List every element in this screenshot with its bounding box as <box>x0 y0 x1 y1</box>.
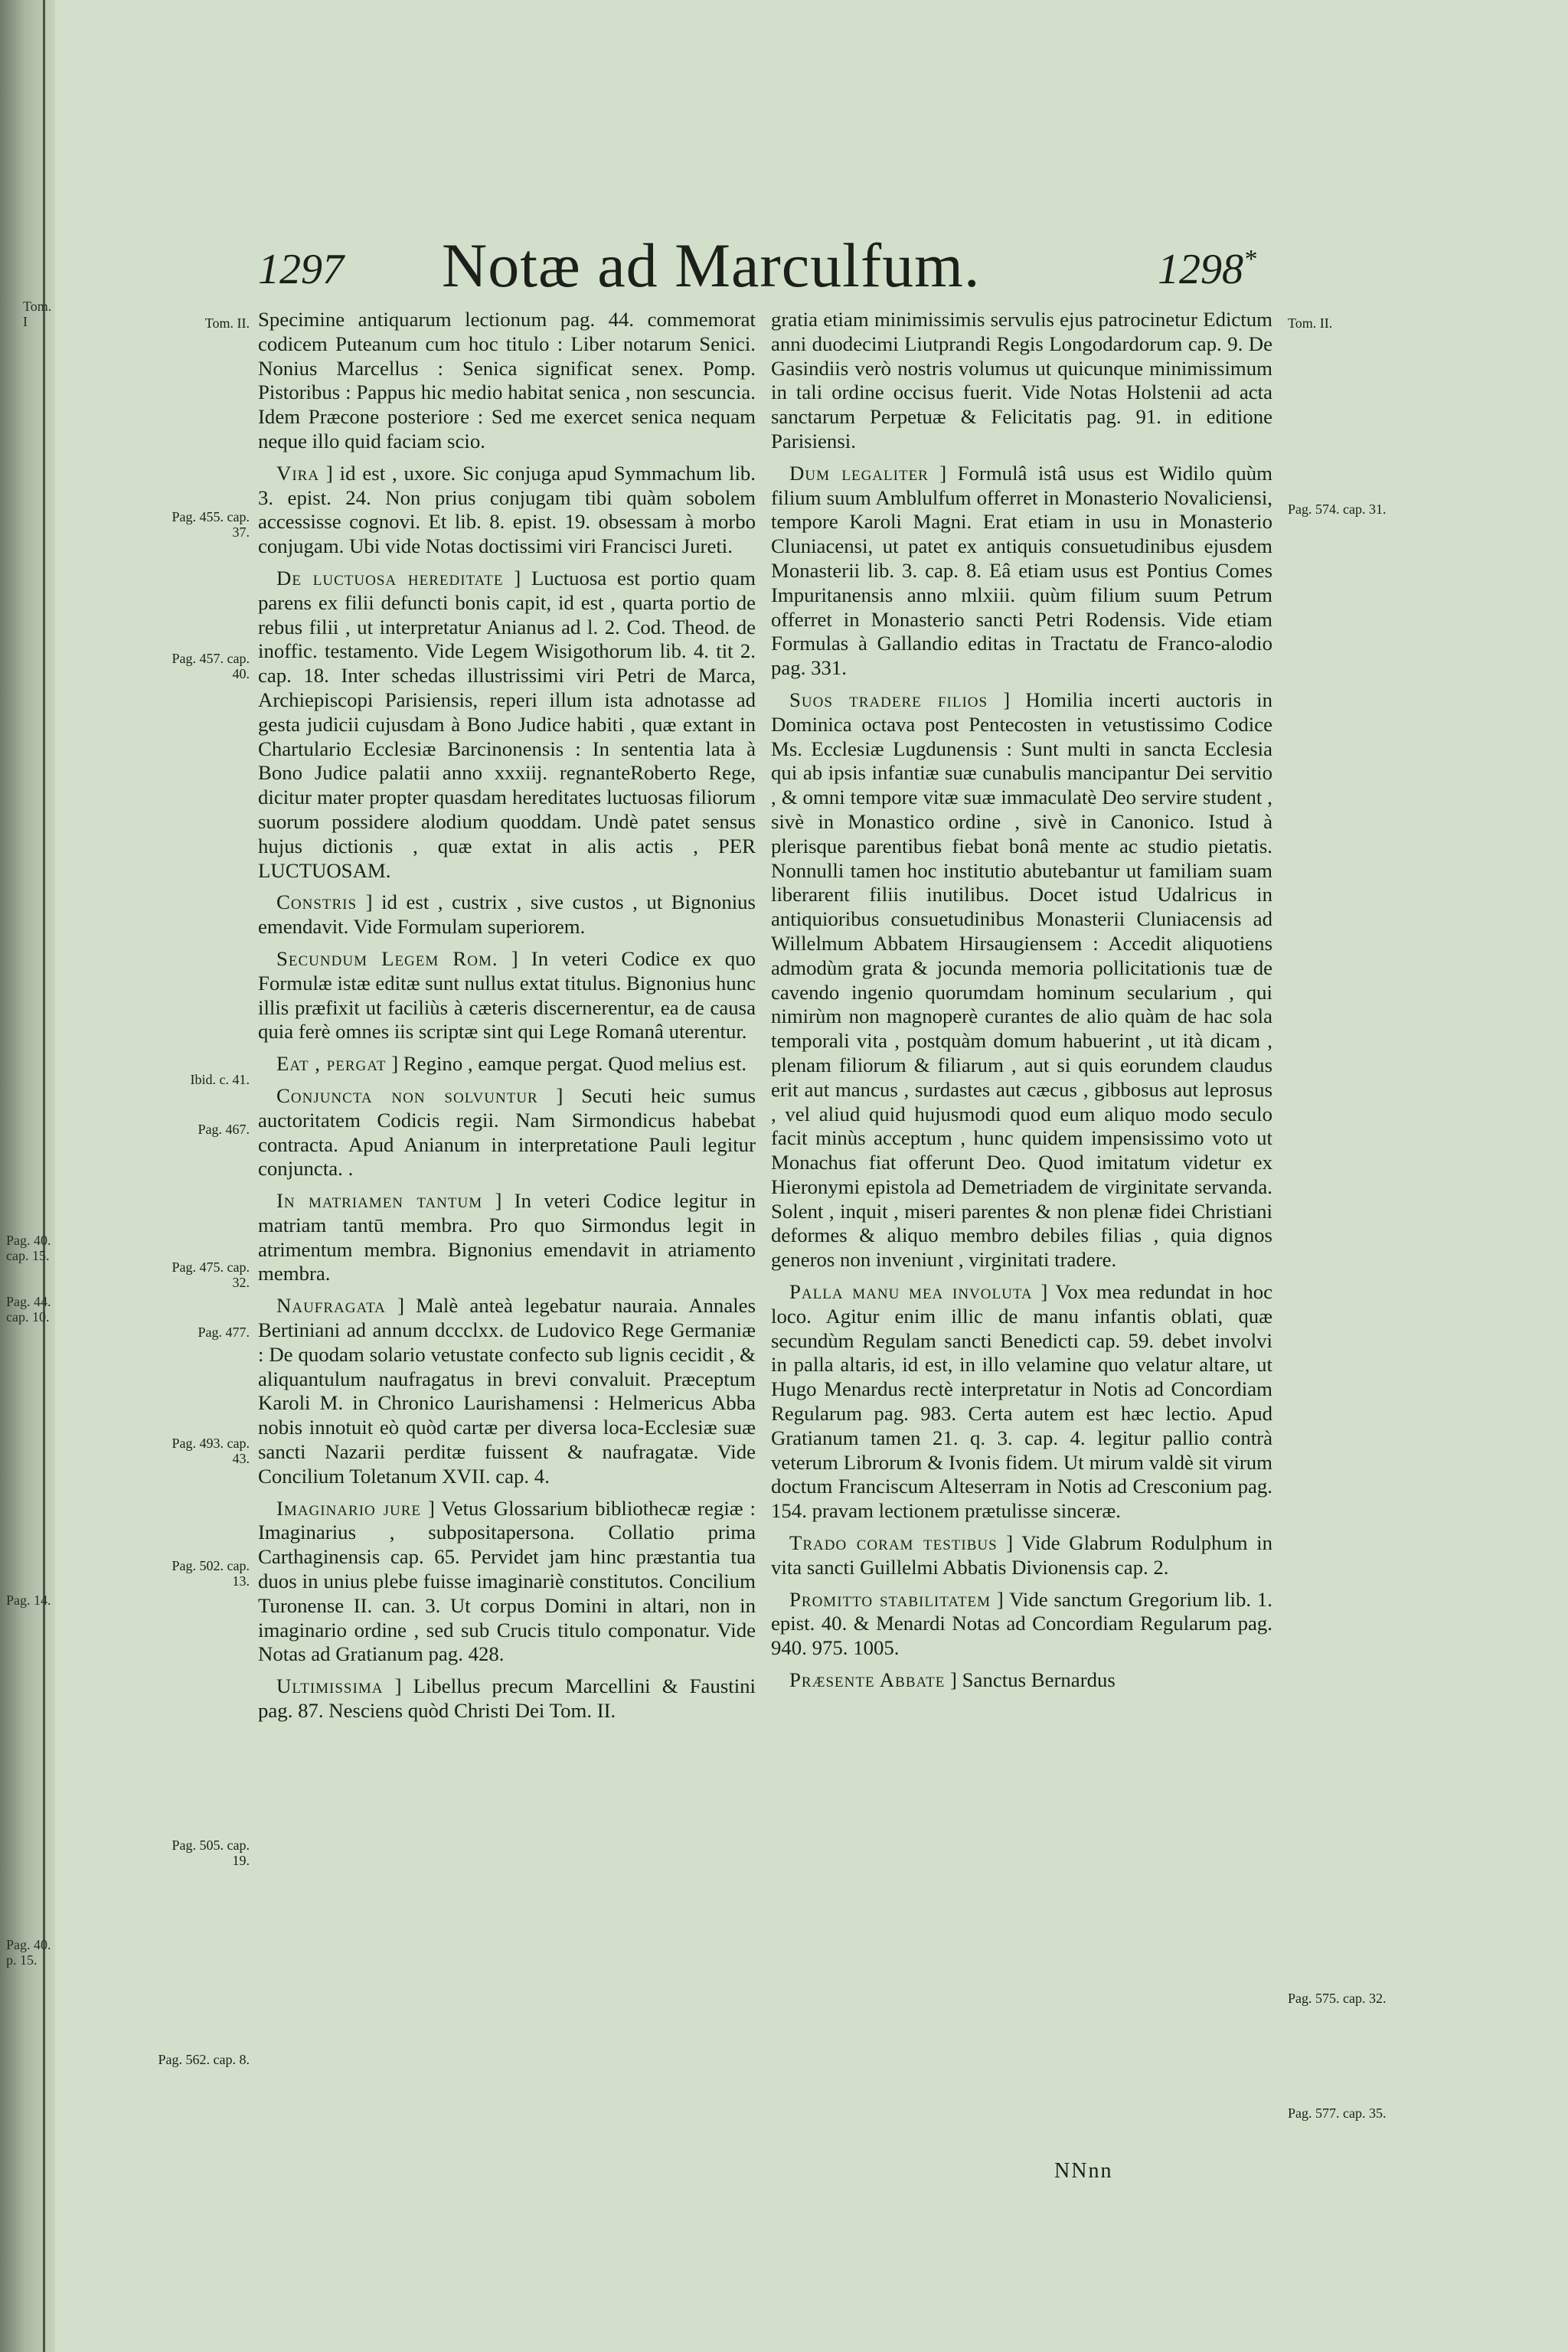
paragraph: Constris ] id est , custrix , sive custos , ut Bignonius emendavit. Vide Formulam superiorem. <box>258 890 756 939</box>
text-column-right <box>771 308 1272 1700</box>
margin-note: Pag. 505. cap. 19. <box>172 1838 250 1868</box>
lemma: In matriamen tantum <box>276 1189 483 1213</box>
paragraph: Conjuncta non solvuntur ] Secuti heic sumus auctoritatem Codicis regii. Nam Sirmondicus habebat contracta. Apud Anianum in interpretatione Pauli legitur conjuncta. . <box>258 1083 756 1181</box>
paragraph: Imaginario jure ] Vetus Glossarium bibliothecæ regiæ : Imaginarius , subpositapersona. Collatio prima Carthaginensis cap. 65. Pervidet jam hinc præstantia tua duos in unius plebe fuisse imaginariè constitutos. Concilium Turonense II. can. 3. Ut corpus Domini in altari, non in imaginario ordine , sed sub Crucis titulo componatur. Vide Notas ad Gratianum pag. 428. <box>258 1496 756 1666</box>
gutter-fragment: Pag. 40. cap. 15. <box>6 1233 51 1263</box>
margin-note: Pag. 574. cap. 31. <box>1288 501 1387 517</box>
paragraph: Secundum Legem Rom. ] In veteri Codice ex quo Formulæ istæ editæ sunt nullus extat titulus. Bignonius hunc illis præfixit ut faciliùs à cæteris discernerentur, ea de causa quia ferè omnes iis scriptæ sint qui Lege Romanâ uterentur. <box>258 946 756 1044</box>
lemma: Suos tradere filios <box>789 688 988 711</box>
gutter-shadow <box>43 0 45 2352</box>
margin-note: Pag. 575. cap. 32. <box>1288 1991 1387 2006</box>
margin-note: Pag. 493. cap. 43. <box>172 1436 250 1466</box>
paragraph: In matriamen tantum ] In veteri Codice legitur in matriam tantū membra. Pro quo Sirmondus legit in atrimentum membra. Bignonius emendavit in atriamento membra. <box>258 1189 756 1285</box>
page-header <box>55 230 1568 314</box>
paragraph: gratia etiam minimissimis servulis ejus patrocinetur Edictum anni duodecimi Liutprandi Regis Longodardorum cap. 9. De Gasindiis verò nostris volumus ut quicunque minimissimum in tali ordine occisus fuerit. Vide Notas Holstenii ad acta sanctarum Perpetuæ & Felicitatis pag. 91. in editione Parisiensi. <box>771 308 1272 452</box>
margin-note: Pag. 475. cap. 32. <box>172 1259 250 1290</box>
paragraph: Præsente Abbate ] Sanctus Bernardus <box>789 1668 1116 1692</box>
margin-note: Pag. 577. cap. 35. <box>1288 2105 1387 2121</box>
margin-note: Pag. 562. cap. 8. <box>158 2052 250 2067</box>
margin-note: Tom. II. <box>1288 315 1333 331</box>
paragraph: Promitto stabilitatem ] Vide sanctum Gregorium lib. 1. epist. 40. & Menardi Notas ad Concordiam Regularum pag. 940. 975. 1005. <box>771 1587 1272 1660</box>
gutter-fragment: Pag. 44. cap. 10. <box>6 1294 51 1325</box>
paragraph: Dum legaliter ] Formulâ istâ usus est Widilo quùm filium suum Amblulfum offerret in Monasterio Novaliciensi, tempore Karoli Magni. Erat etiam in usu in Monasterio Cluniacensi, ut patet ex antiquis consuetudinibus ejusdem Monasterii lib. 3. cap. 8. Eâ etiam usus est Pontius Comes Impuritanensis anno mlxiii. quùm filium suum Petrum offerret in Monasterio sancti Petri Rodensis. Vide etiam Formulas à Gallandio editas in Tractatu de Franco-alodio pag. 331. <box>771 461 1273 680</box>
paragraph: De luctuosa hereditate ] Luctuosa est portio quam parens ex filii defuncti bonis capit, id est , quarta portio de rebus filii , ut interpretatur Anianus ad l. 2. Cod. Theod. de inoffic. testamento. Vide Legem Wisigothorum lib. 4. tit 2. cap. 18. Inter schedas illustrissimi viri Petri de Marca, Archiepiscopi Parisiensis, reperi illum ista adnotasse ad gesta judicii cujusdam à Bono Judice habiti , quæ extant in Chartulario Ecclesiæ Barcinonensis : In sententia lata à Bono Judice palatii anno xxxiij. regnanteRoberto Rege, dicitur mater propter quasdam hereditates luctuosas filiorum suorum possidere alodium quoddam. Undè patet sensus hujus dictionis , quæ extat in alis actis , PER LUCTUOSAM. <box>258 566 756 882</box>
lemma: Palla manu mea involuta <box>789 1280 1033 1304</box>
margin-note: Pag. 467. <box>198 1122 250 1137</box>
margin-note: Pag. 455. cap. 37. <box>172 509 250 540</box>
margin-note: Pag. 502. cap. 13. <box>172 1558 250 1589</box>
lemma: Trado coram testibus <box>789 1531 998 1555</box>
gutter-fragment: Pag. 40. p. 15. <box>6 1937 51 1968</box>
lemma: Dum legaliter <box>789 461 929 485</box>
lemma: Eat , pergat <box>276 1052 387 1076</box>
gutter-fragment: Tom. I <box>23 299 52 329</box>
text-column-left <box>258 308 756 1731</box>
gutter-fragment: Pag. 14. <box>6 1592 51 1608</box>
lemma: Præsente Abbate <box>789 1668 946 1692</box>
paragraph: Vira ] id est , uxore. Sic conjuga apud Symmachum lib. 3. epist. 24. Non prius conjugam tibi quàm sobolem accessisse cognovi. Et lib. 8. epist. 19. obsessam à morbo conjugam. Ubi vide Notas doctissimi viri Francisci Jureti. <box>258 461 756 558</box>
lemma: Ultimissima <box>276 1674 384 1698</box>
margin-note: Ibid. c. 41. <box>190 1072 250 1087</box>
lemma: Secundum Legem Rom. <box>276 946 498 970</box>
paragraph: Specimine antiquarum lectionum pag. 44. commemorat codicem Puteanum cum hoc titulo : Liber notarum Senici. Nonius Marcellus : Senica significat senex. Pomp. Pistoribus : Pappus hic medio habitat senica , non sescuncia. Idem Præcone posteriore : Sed me exercet senica nequam neque illo quid faciam scio. <box>258 308 756 452</box>
page-number-right: 1298* <box>1158 245 1256 293</box>
paragraph: Suos tradere filios ] Homilia incerti auctoris in Dominica octava post Pentecosten in vetustissimo Codice Ms. Ecclesiæ Lugdunensis : Sunt multi in sancta Ecclesia qui ab ipsis infantiæ suæ cunabulis mancipantur Dei servitio , & omni tempore vitæ suæ immaculatè Deo servire student , sivè in Monastico ordine , sivè in Canonico. Istud à plerisque parentibus fiebat bonâ mente ac studio pietatis. Nonnulli tamen hoc institutio abutebantur ut familiam suam liberarent filiis inutilibus. Docet istud Udalricus in antiquioribus consuetudinibus Monasterii Cluniacensis ad Willelmum Abbatem Hirsaugiensem : Accedit aliquotiens admodùm grata & jocunda memoria pollicitationis tuæ de cavendo ingenio quorumdam hominum secularium , qui nimirùm non magnoperè curantes de alio quàm de hac sola temporali vita , postquàm domum habuerint , ut ità dicam , plenam filiorum & filiarum , aut si quis eorundem claudus erit aut mancus , surdastes aut cæcus , gibbosus aut leprosus , vel aliud quid hujusmodi quod eum aliquo modo seculo facit minùs acceptum , hunc quidem impensissimo voto ut Monachus fiat offerunt Deo. Quod imitatum videtur ex Hieronymi epistola ad Demetriadem de virginitate servanda. Solent , inquit , miseri parentes & non plenæ fidei Christiani deformes & aliquo membro debiles filias , quia dignos generos non inveniunt , virginitati tradere. <box>771 688 1272 1272</box>
paragraph: Palla manu mea involuta ] Vox mea redundat in hoc loco. Agitur enim illic de manu infantis oblati, quæ secundùm Regulam sancti Benedicti cap. 59. debet involvi in palla altaris, id est, in illo velamine quo velatur altare, ut Hugo Menardus rectè interpretatur in Notis ad Concordiam Regularum pag. 983. Certa autem est hæc lectio. Apud Gratianum tamen 21. q. 3. cap. 4. legitur pallio contrà veterum Librorum & Ivonis fidem. Ut mirum valdè sit virum doctum Franciscum Alteserram in Notis ad Cresconium pag. 154. pravam lectionem prætulisse sinceræ. <box>771 1280 1273 1523</box>
page-number-left: 1297 <box>258 246 344 293</box>
margin-note: Tom. II. <box>204 315 250 331</box>
lemma: Promitto stabilitatem <box>789 1587 991 1611</box>
lemma: De luctuosa hereditate <box>276 566 504 590</box>
lemma: Naufragata <box>276 1294 386 1318</box>
running-title: Notæ ad Marculfum. <box>442 230 981 300</box>
book-page <box>55 0 1568 2352</box>
paragraph: Trado coram testibus ] Vide Glabrum Rodulphum in vita sancti Guillelmi Abbatis Divionensis cap. 2. <box>771 1531 1273 1579</box>
margin-note: Pag. 477. <box>198 1325 250 1340</box>
paragraph: Naufragata ] Malè anteà legebatur nauraia. Annales Bertiniani ad annum dccclxx. de Ludovico Rege Germaniæ : De quodam solario vetustate confecto sub lignis cecidit , & aliquantulum naufragatus in brevi convaluit. Præceptum Karoli M. in Chronico Laurishamensi : Helmericus Abba nobis innotuit eò quòd cartæ per diversa loca-Ecclesiæ suæ sancti Nazarii perditæ fuissent & naufragatæ. Vide Concilium Toletanum XVII. cap. 4. <box>258 1294 756 1488</box>
paragraph: Eat , pergat ] Regino , eamque pergat. Quod melius est. <box>276 1052 747 1076</box>
book-gutter <box>0 0 55 2352</box>
margin-note: Pag. 457. cap. 40. <box>172 651 250 681</box>
lemma: Vira <box>276 461 320 485</box>
lemma: Imaginario jure <box>276 1496 422 1520</box>
signature-mark: NNnn <box>1054 2159 1113 2183</box>
lemma: Constris <box>276 890 358 914</box>
page-marker: * <box>1243 245 1256 273</box>
paragraph: Ultimissima ] Libellus precum Marcellini & Faustini pag. 87. Nesciens quòd Christi Dei Tom. II. <box>258 1674 756 1723</box>
lemma: Conjuncta non solvuntur <box>276 1083 538 1107</box>
